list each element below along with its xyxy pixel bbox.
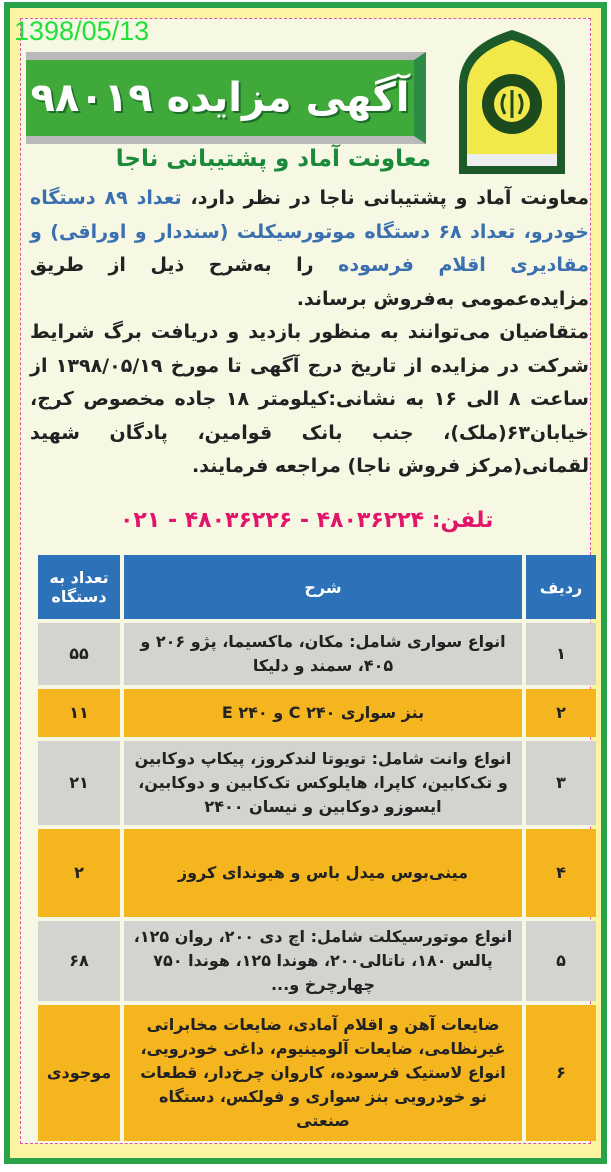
row-count: ۵۵ (38, 623, 120, 685)
ad-title: آگهی مزایده ۹۸۰۱۹ (30, 75, 410, 121)
header-count: تعداد به دستگاه (38, 555, 120, 619)
subtitle: معاونت آماد و پشتیبانی ناجا (115, 146, 431, 172)
row-number: ۴ (526, 829, 596, 917)
row-description: ضایعات آهن و اقلام آمادی، ضایعات مخابراتی غیرنظامی، ضایعات آلومینیوم، داغی خودرویی، انواع لاستیک فرسوده، کاروان چرخ‌دار، قطعات نو خودرویی بنز سواری و فولکس، دستگاه صنعتی (124, 1005, 522, 1141)
row-description: مینی‌بوس میدل باس و هیوندای کروز (124, 829, 522, 917)
ad-body (30, 182, 589, 484)
body-highlight: تعداد ۸۹ دستگاه خودرو، تعداد ۶۸ دستگاه موتورسیکلت (سنددار و اوراقی) و مقادیری اقلام فرسوده (30, 187, 589, 276)
date-stamp: 1398/05/13 (14, 16, 150, 46)
row-description: انواع وانت شامل: تویوتا لندکروز، پیکاپ دوکابین و تک‌کابین، کاپرا، هایلوکس تک‌کابین و دوکابین، ایسوزو دوکابین و نیسان ۲۴۰۰ (124, 741, 522, 825)
row-count: ۱۱ (38, 689, 120, 737)
row-count: ۲۱ (38, 741, 120, 825)
table-row (38, 741, 596, 825)
body-text: را به‌شرح ذیل از طریق مزایده‌عمومی به‌فروش برساند. (30, 254, 589, 310)
table-row (38, 829, 596, 917)
table-row (38, 1005, 596, 1141)
header-row-number: ردیف (526, 555, 596, 619)
row-count: ۶۸ (38, 921, 120, 1001)
row-count: ۲ (38, 829, 120, 917)
header-description: شرح (124, 555, 522, 619)
police-emblem-icon (451, 26, 573, 176)
row-description: انواع سواری شامل: مکان، ماکسیما، پژو ۲۰۶ و ۴۰۵، سمند و دلیکا (124, 623, 522, 685)
row-number: ۲ (526, 689, 596, 737)
title-banner (26, 52, 426, 144)
table-row (38, 689, 596, 737)
row-number: ۶ (526, 1005, 596, 1141)
table-row (38, 623, 596, 685)
table-row (38, 921, 596, 1001)
row-number: ۵ (526, 921, 596, 1001)
deadline-date: ۱۳۹۸/۰۵/۱۹ (55, 354, 163, 377)
row-description: انواع موتورسیکلت شامل: اچ دی ۲۰۰، روان ۱۲۵، پالس ۱۸۰، ناتالی۲۰۰، هوندا ۱۲۵، هوندا ۷۵۰ چهارچرخ و... (124, 921, 522, 1001)
row-count: موجودی (38, 1005, 120, 1141)
body-text: از ساعت ۸ الی ۱۶ به نشانی:کیلومتر ۱۸ جاده مخصوص کرج، خیابان۶۳(ملک)، جنب بانک قوامین، پادگان شهید لقمانی(مرکز فروش ناجا) مراجعه فرمایند. (30, 354, 589, 477)
body-text: معاونت آماد و پشتیبانی ناجا در نظر دارد، (181, 187, 589, 209)
row-number: ۱ (526, 623, 596, 685)
row-number: ۳ (526, 741, 596, 825)
phone-number: تلفن: ۴۸۰۳۶۲۲۴ - ۴۸۰۳۶۲۲۶ - ۰۲۱ (120, 508, 494, 533)
auction-items-table (34, 551, 600, 1145)
body-text: متقاضیان می‌توانند به منظور بازدید و دریافت برگ شرایط شرکت در مزایده از تاریخ درج آگهی تا مورخ (30, 321, 589, 377)
row-description: بنز سواری C ۲۴۰ و E ۲۴۰ (124, 689, 522, 737)
